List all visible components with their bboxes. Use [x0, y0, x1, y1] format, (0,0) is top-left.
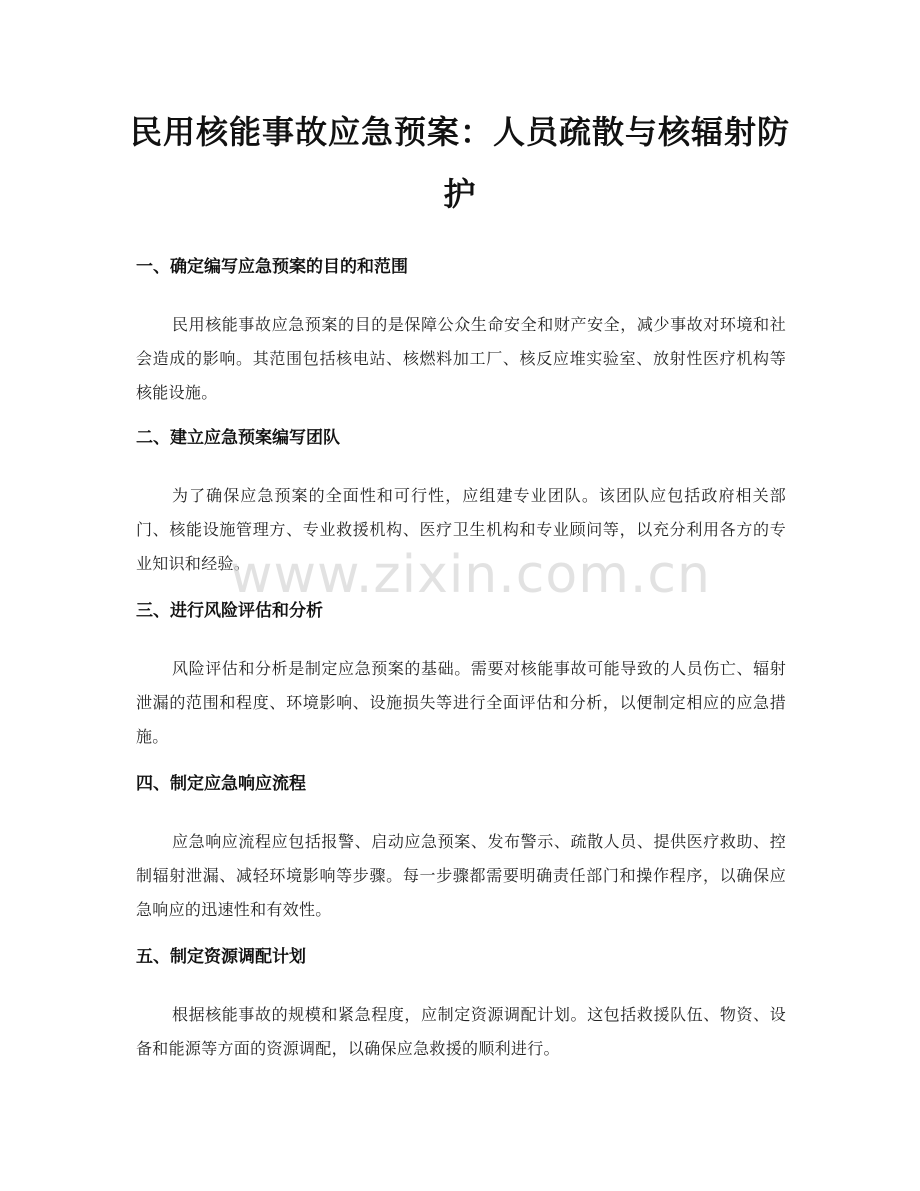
section-resource-plan	[136, 944, 786, 1066]
section-purpose-scope	[136, 254, 786, 410]
section-heading: 二、建立应急预案编写团队	[136, 428, 340, 448]
section-paragraph: 为了确保应急预案的全面性和可行性，应组建专业团队。该团队应包括政府相关部门、核能设施管理方、专业救援机构、医疗卫生机构和专业顾问等，以充分利用各方的专业知识和经验。	[136, 486, 786, 573]
section-paragraph: 应急响应流程应包括报警、启动应急预案、发布警示、疏散人员、提供医疗救助、控制辐射泄漏、减轻环境影响等步骤。每一步骤都需要明确责任部门和操作程序，以确保应急响应的迅速性和有效性。	[136, 832, 786, 919]
section-heading: 四、制定应急响应流程	[136, 774, 306, 794]
section-risk-assessment	[136, 598, 786, 754]
section-team	[136, 425, 786, 581]
section-response-process	[136, 771, 786, 927]
section-paragraph: 根据核能事故的规模和紧急程度，应制定资源调配计划。这包括救援队伍、物资、设备和能源等方面的资源调配，以确保应急救援的顺利进行。	[136, 1005, 786, 1058]
section-paragraph: 民用核能事故应急预案的目的是保障公众生命安全和财产安全，减少事故对环境和社会造成的影响。其范围包括核电站、核燃料加工厂、核反应堆实验室、放射性医疗机构等核能设施。	[136, 315, 786, 402]
section-heading: 三、进行风险评估和分析	[136, 601, 323, 621]
watermark: www.zixin.com.cn	[230, 545, 711, 605]
section-paragraph: 风险评估和分析是制定应急预案的基础。需要对核能事故可能导致的人员伤亡、辐射泄漏的范围和程度、环境影响、设施损失等进行全面评估和分析，以便制定相应的应急措施。	[136, 659, 786, 746]
document-title: 民用核能事故应急预案：人员疏散与核辐射防护	[129, 113, 790, 213]
section-heading: 一、确定编写应急预案的目的和范围	[136, 257, 408, 277]
section-heading: 五、制定资源调配计划	[136, 947, 306, 967]
